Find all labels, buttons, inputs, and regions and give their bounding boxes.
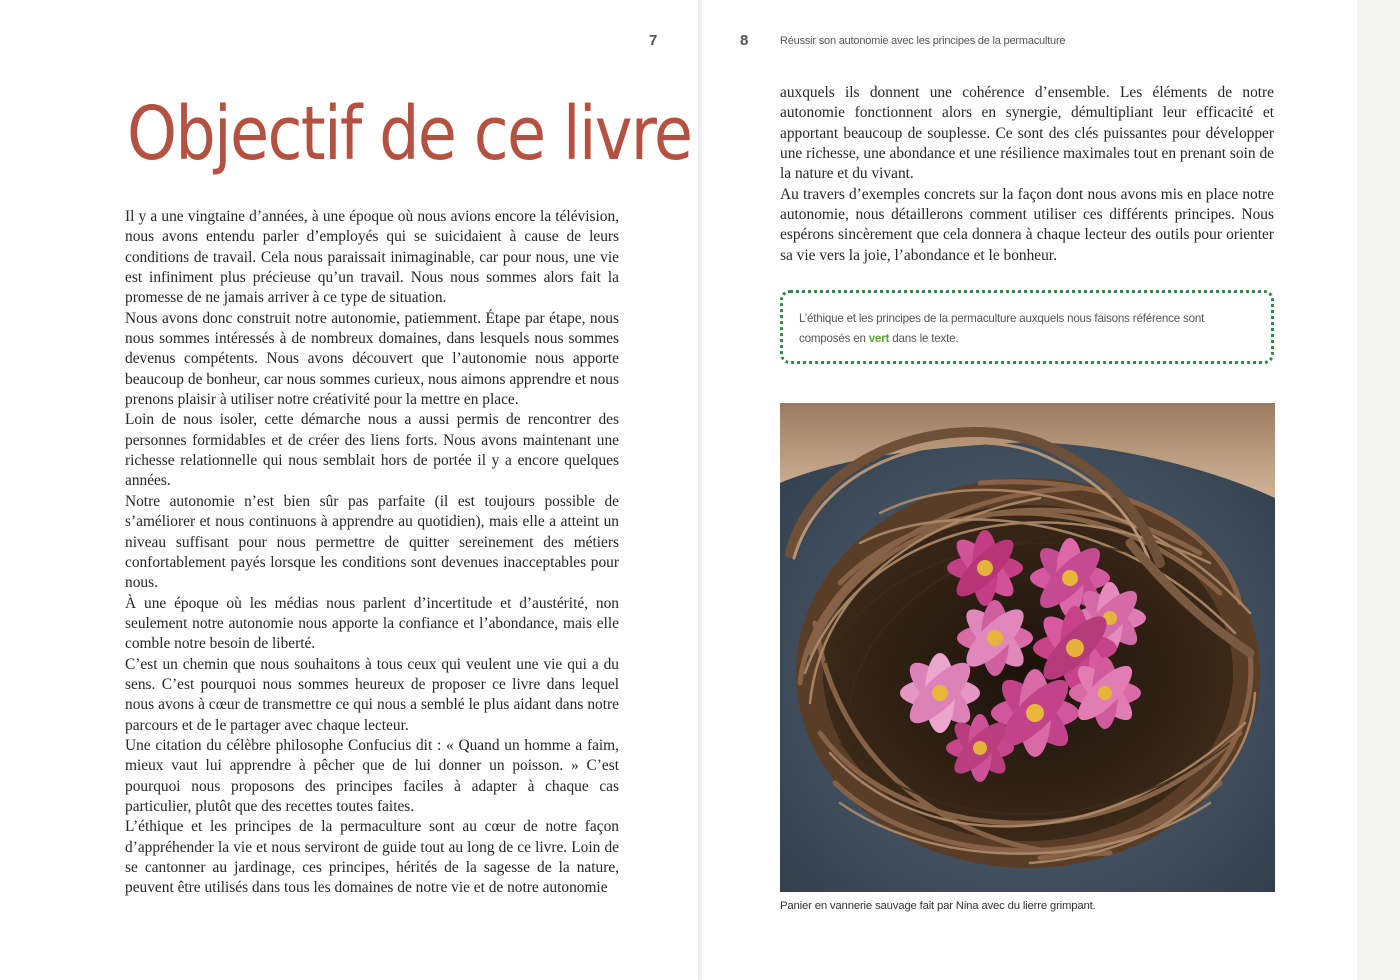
- paragraph: À une époque où les médias nous parlent d’incertitude et d’austérité, non seulement notre autonomie nous apporte la confiance et l’abondance, mais elle comble notre besoin de liberté.: [125, 594, 619, 653]
- paragraph: auxquels ils donnent une cohérence d’ensemble. Les éléments de notre autonomie fonctionnent alors en synergie, démultipliant leur efficacité et apportant beaucoup de souplesse. Ce sont des clés puissantes pour développer une richesse, une abondance et une résilience maximales tout en prenant soin de la nature et du vivant.: [780, 84, 1274, 183]
- note-text-after: dans le texte.: [889, 332, 959, 345]
- paragraph: Il y a une vingtaine d’années, à une époque où nous avions encore la télévision, nous avons entendu parler d’employés qui se suicidaient à cause de leurs conditions de travail. Cela nous paraissait inimaginable, car pour nous, une vie est infiniment plus précieuse qu’un travail. Nous nous sommes alors fait la promesse de ne jamais arriver à ce type de situation.: [125, 208, 619, 307]
- basket-flowers-illustration: [780, 403, 1275, 892]
- running-head: Réussir son autonomie avec les principes de la permaculture: [780, 35, 1066, 47]
- page-number-right: 8: [740, 32, 749, 49]
- paragraph: L’éthique et les principes de la permaculture sont au cœur de notre façon d’appréhender la vie et nous serviront de guide tout au long de ce livre. Loin de se cantonner au jardinage, ces principes, hérités de la sagesse de la nature, peuvent être utilisés dans tous les domaines de notre vie et de notre autonomie: [125, 818, 619, 897]
- paragraph: C’est un chemin que nous souhaitons à tous ceux qui veulent une vie qui a du sens. C’est pourquoi nous sommes heureux de proposer ce livre dans lequel nous avons à cœur de transmettre ce qui nous a semblé le plus aidant dans notre parcours et de le partager avec chaque lecteur.: [125, 655, 619, 734]
- note-text-before: L’éthique et les principes de la permaculture auxquels nous faisons référence sont composés en: [799, 312, 1205, 345]
- paragraph: Notre autonomie n’est bien sûr pas parfaite (il est toujours possible de s’améliorer et nous continuons à apprendre au quotidien), mais elle a atteint un niveau suffisant pour nous permettre de quitter sereinement des métiers confortablement payés lorsque les conditions sont devenues inacceptables pour nous.: [125, 492, 619, 592]
- left-body-text: [125, 207, 619, 899]
- right-body-text: [780, 83, 1274, 266]
- permaculture-note-box: [780, 290, 1274, 364]
- paragraph: Une citation du célèbre philosophe Confucius dit : « Quand un homme a faim, mieux vaut lui apprendre à pêcher que de lui donner un poisson. » C’est pourquoi nous proposons des principes faciles à adapter à chaque cas particulier, plutôt que des recettes toutes faites.: [125, 736, 619, 815]
- chapter-title: Objectif de ce livre: [127, 91, 692, 177]
- note-green-word: vert: [868, 332, 890, 345]
- paragraph: Au travers d’exemples concrets sur la façon dont nous avons mis en place notre autonomie, nous détaillerons comment utiliser ces différents principes. Nous espérons sincèrement que cela donnera à chaque lecteur des outils pour orienter sa vie vers la joie, l’abondance et le bonheur.: [780, 185, 1274, 264]
- page-number-left: 7: [649, 32, 658, 49]
- paragraph: Nous avons donc construit notre autonomie, patiemment. Étape par étape, nous nous sommes intéressés à de nombreux domaines, dans lesquels nous sommes devenus compétents. Nous avons découvert que l’autonomie nous apporte beaucoup de bonheur, car nous sommes curieux, nous aimons apprendre et nous prenons plaisir à utiliser notre créativité pour la mettre en place.: [125, 309, 619, 409]
- basket-flowers-photo: [780, 403, 1275, 892]
- paragraph: Loin de nous isoler, cette démarche nous a aussi permis de rencontrer des personnes formidables et de créer des liens forts. Nous avons maintenant une richesse relationnelle qui nous semblait hors de portée il y a encore quelques années.: [125, 411, 619, 490]
- photo-caption: Panier en vannerie sauvage fait par Nina avec du lierre grimpant.: [780, 900, 1096, 912]
